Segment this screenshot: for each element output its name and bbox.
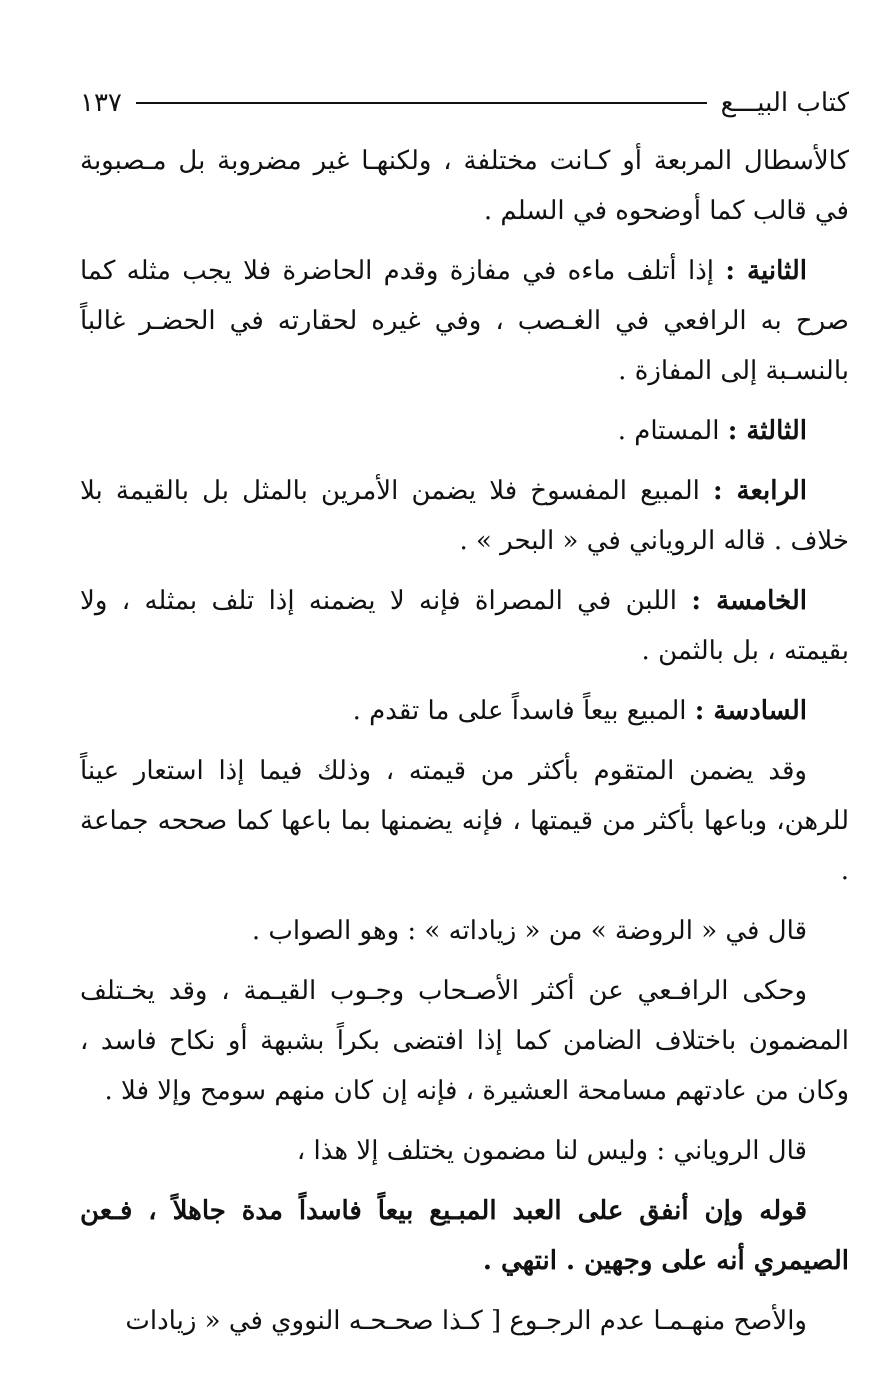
paragraph: السادسة : المبيع بيعاً فاسداً على ما تقدم . bbox=[352, 696, 807, 726]
paragraph: الرابعة : المبيع المفسوخ فلا يضمن الأمرين بالمثل بل بالقيمة بلا خلاف . قاله الروياني في « البحر » . bbox=[80, 476, 849, 556]
paragraph: وقد يضمن المتقوم بأكثر من قيمته ، وذلك فيما إذا استعار عيناً للرهن، وباعها بأكثر من قيمتها ، فإنه يضمنها بما باعها كما صححه جماعة . bbox=[80, 756, 849, 886]
header-rule bbox=[136, 102, 707, 104]
section-lead: الثالثة : bbox=[727, 416, 807, 446]
paragraph: قوله وإن أنفق على العبد المبـيع بيعاً فاسداً مدة جاهلاً ، فـعن الصيمري أنه على وجهين . انتهي . bbox=[80, 1196, 849, 1276]
section-lead: الثانية : bbox=[725, 256, 807, 286]
paragraph: والأصح منهـمـا عدم الرجـوع [ كـذا صحـحـه النووي في « زيادات bbox=[125, 1306, 807, 1336]
section-lead: الرابعة : bbox=[713, 476, 807, 506]
section-lead: الخامسة : bbox=[691, 586, 807, 616]
paragraph: قال الروياني : وليس لنا مضمون يختلف إلا هذا ، bbox=[296, 1136, 807, 1166]
paragraph: الثالثة : المستام . bbox=[617, 416, 807, 446]
page-number: ١٣٧ bbox=[80, 88, 122, 118]
paragraph: كالأسطال المربعة أو كـانت مختلفة ، ولكنهـا غير مضروبة بل مـصبوبة في قالب كما أوضحوه في السلم . bbox=[80, 146, 849, 226]
book-title: كتاب البيـــع bbox=[720, 88, 849, 118]
section-lead: السادسة : bbox=[694, 696, 807, 726]
paragraph: قال في « الروضة » من « زياداته » : وهو الصواب . bbox=[251, 916, 807, 946]
paragraph: الثانية : إذا أتلف ماءه في مفازة وقدم الحاضرة فلا يجب مثله كما صرح به الرافعي في الغـصب ، وفي غيره لحقارته في الحضـر غالباً بالنسـبة إلى المفازة . bbox=[80, 256, 849, 386]
paragraph: وحكى الرافـعي عن أكثر الأصـحاب وجـوب القيـمة ، وقد يخـتلف المضمون باختلاف الضامن كما إذا افتضى بكراً بشبهة أو نكاح فاسد ، وكان من عادتهم مسامحة العشيرة ، فإنه إن كان منهم سومح وإلا فلا . bbox=[80, 976, 849, 1106]
page-header bbox=[80, 78, 849, 128]
paragraph: الخامسة : اللبن في المصراة فإنه لا يضمنه إذا تلف بمثله ، ولا بقيمته ، بل بالثمن . bbox=[80, 586, 849, 666]
